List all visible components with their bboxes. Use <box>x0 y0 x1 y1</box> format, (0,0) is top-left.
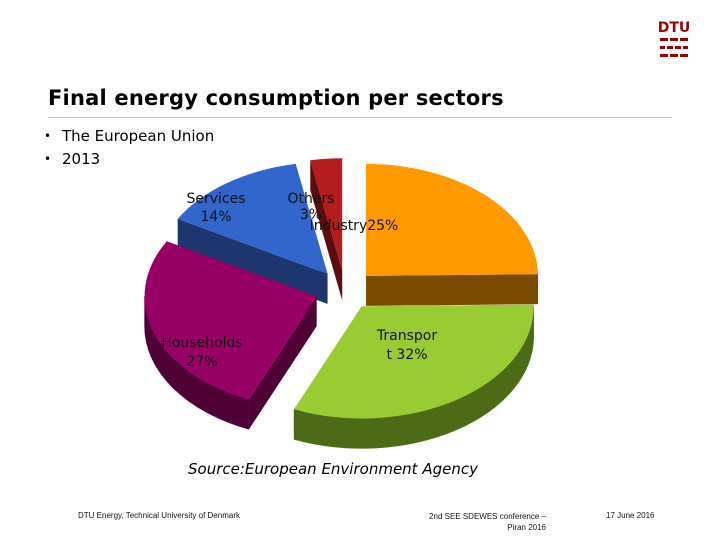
slice-industry-end-face <box>366 274 538 306</box>
label-others-line2: 3% <box>299 207 323 223</box>
label-households-line1: Households <box>161 335 243 351</box>
label-others-line1: Others <box>287 191 335 207</box>
dtu-logo-text: DTU <box>657 20 691 36</box>
slice-transport <box>294 305 534 449</box>
source-note: Source:European Environment Agency <box>188 460 478 478</box>
label-households-line2: 27% <box>186 354 218 370</box>
label-industry: Industry25% <box>309 218 399 234</box>
footer-conference-line1: 2nd SEE SDEWES conference – <box>429 512 546 521</box>
label-transport-line2: t 32% <box>386 347 428 363</box>
label-transport-line1: Transpor <box>376 328 438 344</box>
bullet-item-year: • 2013 <box>44 148 214 171</box>
footer-conference-line2: Piran 2016 <box>507 523 546 532</box>
slide-title: Final energy consumption per sectors <box>48 86 504 110</box>
label-services-line2: 14% <box>200 209 232 225</box>
label-services-line1: Services <box>186 191 246 207</box>
footer-conference <box>400 511 546 533</box>
footer-date: 17 June 2016 <box>606 511 655 520</box>
slice-industry <box>366 164 538 306</box>
footer-institution: DTU Energy, Technical University of Denmark <box>78 511 240 520</box>
bullet-item-region: • The European Union <box>44 125 214 148</box>
